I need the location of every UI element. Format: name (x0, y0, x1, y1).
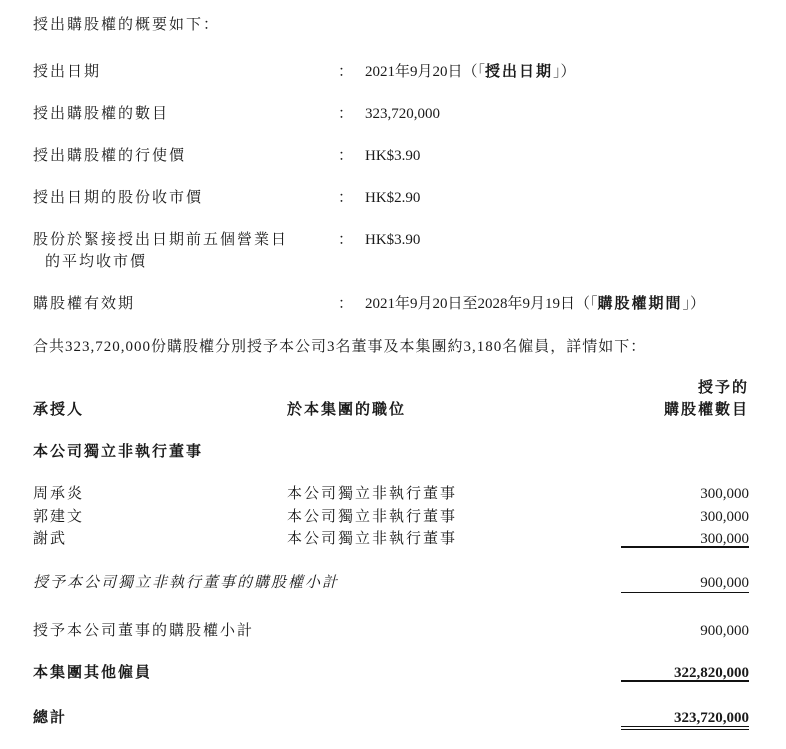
value-text: 2021年9月20日至2028年9月19日（「 (365, 296, 598, 312)
other-employees-label: 本集團其他僱員 (33, 665, 153, 681)
underline (621, 592, 749, 593)
summary-label: 授出日期的股份收市價 (33, 190, 204, 206)
summary-label: 授出購股權的數目 (33, 106, 170, 122)
double-underline (621, 726, 749, 730)
grantee-name: 周承炎 (33, 486, 85, 502)
value-text: 」） (553, 64, 576, 80)
summary-label: 授出日期 (33, 64, 102, 80)
grantee-name: 謝武 (33, 531, 68, 547)
header-grantee: 承授人 (33, 402, 85, 418)
value-text: 」） (682, 296, 706, 312)
total-sentence: 合共323,720,000份購股權分別授予本公司3名董事及本集團約3,180名僱員，詳情如下： (33, 339, 647, 355)
grantee-position: 本公司獨立非執行董事 (287, 531, 458, 547)
summary-label: 股份於緊接授出日期前五個營業日 (33, 232, 289, 248)
header-count-line2: 購股權數目 (663, 402, 749, 418)
header-position: 於本集團的職位 (287, 402, 407, 418)
grantee-position: 本公司獨立非執行董事 (287, 509, 458, 525)
subtotal-directors-label: 授予本公司董事的購股權小計 (33, 623, 255, 639)
grantee-name: 郭建文 (33, 509, 85, 525)
subtotal-directors-value: 900,000 (700, 623, 749, 639)
grantee-count: 300,000 (700, 486, 749, 502)
underline (621, 680, 749, 682)
colon: ： (338, 64, 356, 80)
colon: ： (338, 232, 356, 248)
underline (621, 546, 749, 548)
summary-value: HK$3.90 (365, 148, 421, 164)
colon: ： (338, 190, 356, 206)
defined-term: 購股權期間 (597, 296, 683, 312)
intro-text: 授出購股權的概要如下： (33, 17, 221, 33)
value-text: 2021年9月20日（「 (365, 64, 486, 80)
colon: ： (338, 106, 356, 122)
grantee-position: 本公司獨立非執行董事 (287, 486, 458, 502)
summary-value: HK$3.90 (365, 232, 421, 248)
other-employees-value: 322,820,000 (674, 665, 749, 681)
summary-label: 授出購股權的行使價 (33, 148, 187, 164)
summary-label: 購股權有效期 (33, 296, 136, 312)
defined-term: 授出日期 (485, 64, 554, 80)
summary-value (365, 295, 705, 313)
total-value: 323,720,000 (674, 710, 749, 726)
grantee-count: 300,000 (700, 531, 749, 547)
subtotal-ined-label: 授予本公司獨立非執行董事的購股權小計 (33, 575, 340, 591)
summary-value (365, 63, 576, 81)
colon: ： (338, 296, 356, 312)
header-count-line1: 授予的 (697, 380, 749, 396)
grantee-count: 300,000 (700, 509, 749, 525)
summary-label-cont: 的平均收市價 (45, 254, 148, 270)
total-label: 總計 (33, 710, 68, 726)
subtotal-ined-value: 900,000 (700, 575, 749, 591)
colon: ： (338, 148, 356, 164)
summary-value: HK$2.90 (365, 190, 421, 206)
section-heading: 本公司獨立非執行董事 (33, 444, 204, 460)
summary-value: 323,720,000 (365, 106, 440, 122)
